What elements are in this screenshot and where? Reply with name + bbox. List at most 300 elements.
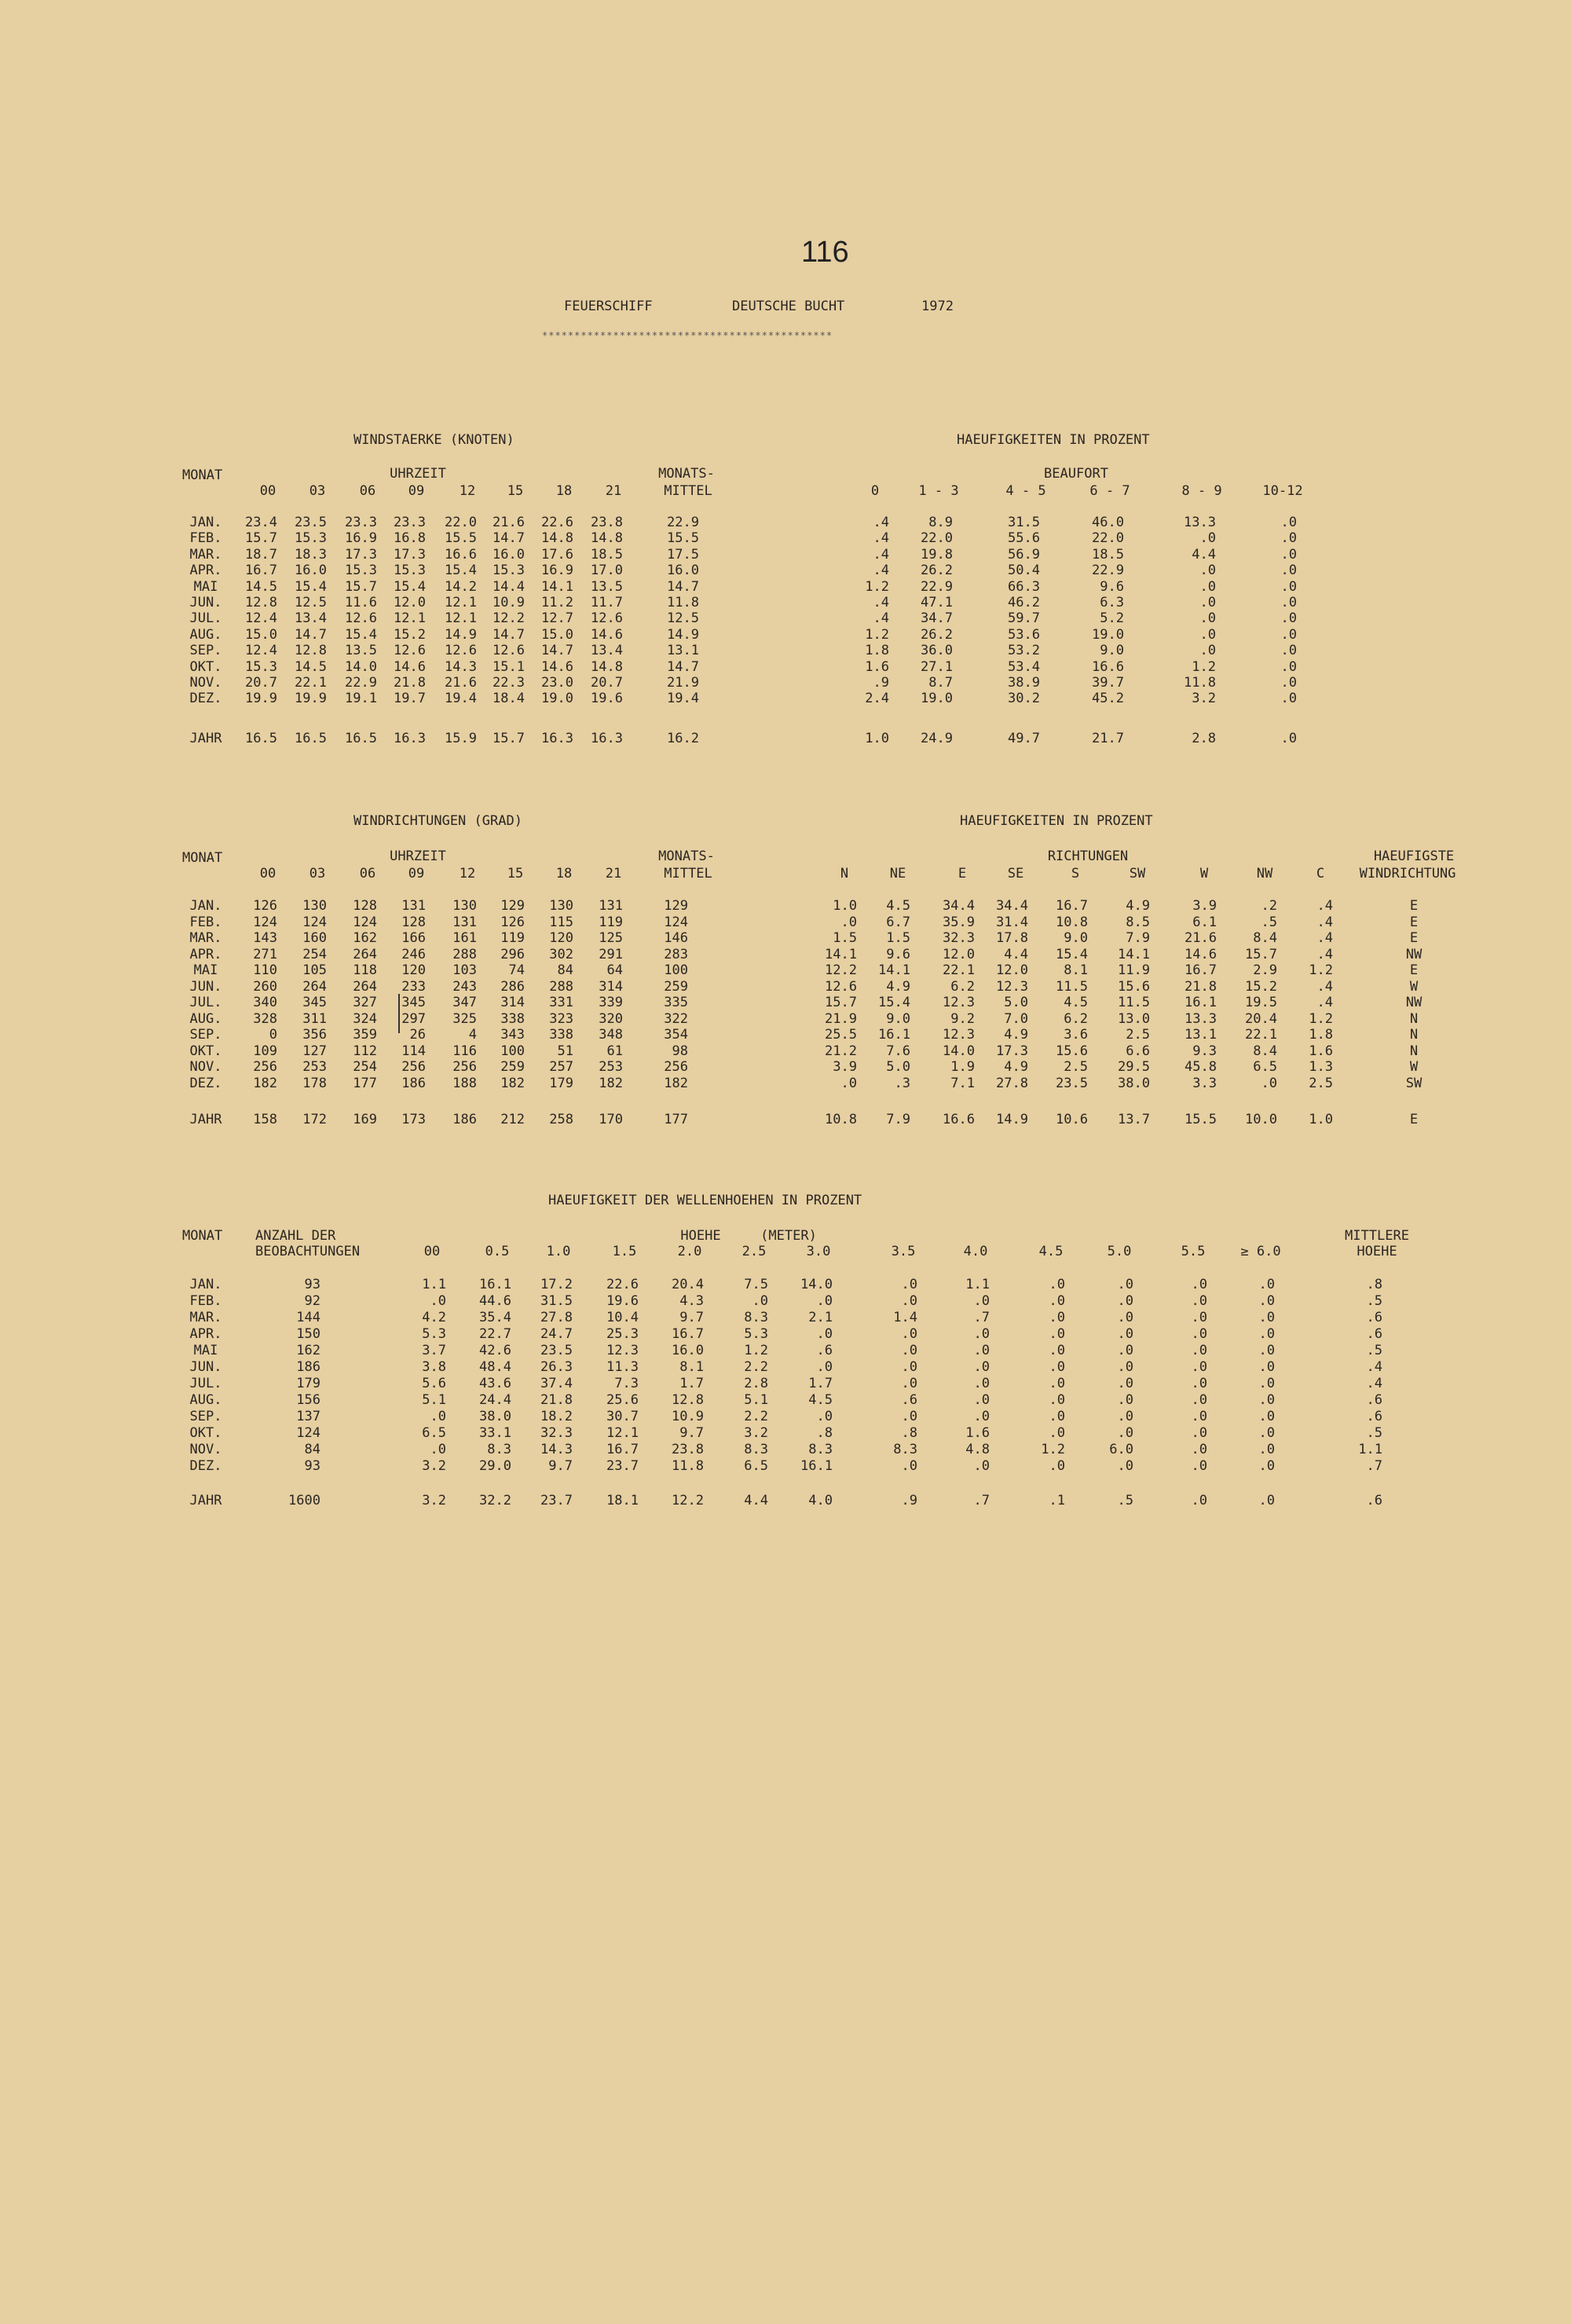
freq-cell: 56.9 [1008, 546, 1040, 563]
freq-cell: .0 [1049, 1409, 1065, 1424]
freq-cell: 5.1 [744, 1392, 768, 1408]
freq-cell: 4.8 [965, 1442, 990, 1457]
freq-cell: 7.1 [950, 1075, 975, 1091]
table-cell: 15.1 [493, 658, 525, 675]
table-cell: 14.7 [493, 626, 525, 643]
table-cell: 291 [599, 946, 623, 962]
table-cell: 14.9 [445, 626, 477, 643]
table-cell: 14.7 [541, 643, 573, 659]
freq-cell: .2 [1261, 898, 1277, 914]
freq-cell: 15.2 [1245, 978, 1277, 995]
month-label: JAN. [189, 898, 222, 914]
freq-cell: .0 [1191, 1376, 1207, 1391]
count-cell: 186 [296, 1359, 320, 1375]
freq-cell: 21.8 [540, 1392, 573, 1408]
mean-cell: 17.5 [667, 546, 699, 563]
table-cell: 314 [599, 978, 623, 995]
freq-cell: .0 [1117, 1359, 1133, 1375]
mean-cell: 12.5 [667, 610, 699, 627]
table-cell: 64 [606, 962, 623, 978]
freq-cell: 10.8 [1056, 914, 1088, 930]
freq-cell: .0 [1258, 1458, 1275, 1474]
freq-cell: .0 [901, 1343, 917, 1358]
hour-header: 18 [555, 483, 573, 499]
column-header: MONAT [182, 850, 223, 866]
freq-cell: 38.0 [479, 1409, 511, 1424]
column-header: BEAUFORT [1044, 466, 1108, 482]
mean-cell: .7 [1366, 1458, 1382, 1474]
freq-cell: 11.5 [1056, 978, 1088, 995]
prevailing-direction: N [1409, 1027, 1419, 1043]
freq-cell: 23.7 [606, 1458, 639, 1474]
freq-cell: 45.2 [1092, 691, 1124, 707]
freq-cell: .0 [1258, 1409, 1275, 1424]
freq-cell: .0 [816, 1359, 833, 1375]
month-label: FEB. [189, 914, 222, 930]
freq-cell: 9.0 [886, 1010, 910, 1027]
table-cell: 15.4 [345, 626, 377, 643]
wind-speed-title: WINDSTAERKE (KNOTEN) [353, 432, 515, 448]
freq-cell: .4 [873, 530, 889, 547]
freq-cell: 2.2 [744, 1409, 768, 1424]
freq-cell: 4.2 [422, 1310, 446, 1325]
table-cell: 84 [557, 962, 573, 978]
table-cell: 327 [353, 995, 377, 1010]
freq-cell: .0 [1280, 626, 1297, 643]
freq-cell: 16.7 [1056, 898, 1088, 914]
freq-cell: .4 [873, 595, 889, 610]
month-label: MAR. [189, 930, 222, 946]
freq-cell: 2.1 [808, 1310, 833, 1325]
table-cell: 339 [599, 995, 623, 1010]
table-cell: 21.6 [493, 515, 525, 530]
freq-cell: 1.6 [965, 1425, 990, 1441]
table-cell: 13.5 [591, 578, 623, 595]
freq-cell: .0 [973, 1409, 990, 1424]
month-label: JAN. [189, 515, 222, 530]
freq-cell: .0 [816, 1293, 833, 1309]
table-cell: 15.4 [445, 563, 477, 579]
freq-cell: .8 [901, 1425, 917, 1441]
freq-cell: .6 [901, 1392, 917, 1408]
hour-header: 03 [309, 866, 326, 882]
freq-cell: 24.7 [540, 1326, 573, 1342]
month-label: MAI [193, 578, 218, 595]
mean-cell: .4 [1366, 1376, 1382, 1391]
mean-cell: 354 [664, 1027, 688, 1043]
table-cell: 12.1 [445, 595, 477, 610]
mean-cell: 16.2 [667, 731, 699, 746]
mean-cell: 15.5 [667, 530, 699, 547]
table-cell: 17.3 [345, 546, 377, 563]
table-cell: 22.6 [541, 515, 573, 530]
table-cell: 12.4 [245, 610, 277, 627]
freq-cell: .0 [1049, 1293, 1065, 1309]
month-label: NOV. [189, 1059, 222, 1075]
direction-header: C [1316, 866, 1325, 882]
month-label: FEB. [189, 530, 222, 547]
direction-header: S [1071, 866, 1080, 882]
freq-cell: 9.0 [1064, 930, 1088, 946]
count-cell: 93 [304, 1458, 320, 1474]
column-header: HOEHE [680, 1228, 721, 1244]
freq-cell: .0 [1191, 1310, 1207, 1325]
prevailing-direction: E [1409, 898, 1419, 914]
freq-cell: 18.1 [606, 1493, 639, 1508]
hour-header: 18 [555, 866, 573, 882]
freq-cell: .0 [1258, 1359, 1275, 1375]
freq-cell: .0 [973, 1359, 990, 1375]
table-cell: 130 [452, 898, 477, 914]
freq-cell: .0 [1280, 691, 1297, 707]
hour-header: 12 [459, 866, 476, 882]
freq-cell: 45.8 [1185, 1059, 1217, 1075]
table-cell: 118 [353, 962, 377, 978]
direction-header: SE [1007, 866, 1024, 882]
freq-cell: .0 [1280, 731, 1297, 746]
freq-cell: .0 [1258, 1326, 1275, 1342]
freq-cell: 7.3 [614, 1376, 639, 1391]
freq-cell: 4.9 [886, 978, 910, 995]
month-label: JUL. [189, 610, 222, 627]
freq-cell: 1.2 [1192, 658, 1216, 675]
freq-cell: 14.1 [825, 946, 857, 962]
freq-cell: 14.0 [943, 1043, 975, 1059]
freq-cell: 2.5 [1126, 1027, 1150, 1043]
table-cell: 161 [452, 930, 477, 946]
hour-header: 12 [459, 483, 476, 499]
freq-cell: 59.7 [1008, 610, 1040, 627]
freq-cell: .0 [1258, 1376, 1275, 1391]
freq-cell: 17.2 [540, 1277, 573, 1292]
table-cell: 14.7 [295, 626, 327, 643]
freq-cell: 1.3 [1309, 1059, 1333, 1075]
table-cell: 26 [409, 1027, 426, 1043]
mean-cell: 1.1 [1358, 1442, 1382, 1457]
table-cell: 16.0 [493, 546, 525, 563]
column-header: MONATS- [658, 466, 715, 482]
freq-cell: 32.3 [943, 930, 975, 946]
freq-cell: 32.3 [540, 1425, 573, 1441]
table-cell: 15.2 [394, 626, 426, 643]
table-cell: 14.7 [493, 530, 525, 547]
freq-cell: .0 [1199, 563, 1216, 579]
table-cell: 143 [253, 930, 277, 946]
freq-cell: .0 [816, 1409, 833, 1424]
table-cell: 17.0 [591, 563, 623, 579]
freq-cell: .0 [1280, 643, 1297, 659]
mean-cell: .5 [1366, 1425, 1382, 1441]
table-cell: 212 [500, 1112, 525, 1127]
table-cell: 186 [401, 1075, 426, 1091]
table-cell: 20.7 [591, 675, 623, 691]
freq-cell: 11.8 [1184, 675, 1216, 691]
count-cell: 84 [304, 1442, 320, 1457]
table-cell: 12.5 [295, 595, 327, 610]
table-cell: 124 [302, 914, 327, 930]
freq-cell: 20.4 [1245, 1010, 1277, 1027]
freq-cell: 26.2 [921, 563, 953, 579]
freq-cell: .0 [1117, 1326, 1133, 1342]
freq-cell: 3.2 [1192, 691, 1216, 707]
month-label: AUG. [189, 1010, 222, 1027]
freq-cell: .0 [1049, 1425, 1065, 1441]
table-cell: 15.5 [445, 530, 477, 547]
freq-cell: .0 [901, 1326, 917, 1342]
freq-cell: 15.6 [1118, 978, 1150, 995]
freq-cell: 12.3 [606, 1343, 639, 1358]
freq-cell: 21.2 [825, 1043, 857, 1059]
table-cell: 314 [500, 995, 525, 1010]
mean-cell: .5 [1366, 1343, 1382, 1358]
freq-cell: .0 [816, 1326, 833, 1342]
freq-cell: 9.6 [886, 946, 910, 962]
table-cell: 116 [452, 1043, 477, 1059]
table-cell: 11.6 [345, 595, 377, 610]
freq-cell: 4.4 [1004, 946, 1028, 962]
freq-cell: .4 [1316, 946, 1333, 962]
freq-cell: 22.9 [921, 578, 953, 595]
prevailing-direction: SW [1405, 1075, 1423, 1091]
table-cell: 15.0 [245, 626, 277, 643]
height-class-header: 4.0 [963, 1244, 988, 1259]
freq-cell: 15.4 [878, 995, 910, 1010]
header-station: FEUERSCHIFF [564, 299, 653, 314]
freq-cell: 2.8 [744, 1376, 768, 1391]
table-cell: 13.4 [591, 643, 623, 659]
freq-cell: 9.0 [1100, 643, 1124, 659]
table-cell: 125 [599, 930, 623, 946]
table-cell: 340 [253, 995, 277, 1010]
freq-cell: .0 [1049, 1458, 1065, 1474]
freq-cell: 31.5 [540, 1293, 573, 1309]
freq-cell: 49.7 [1008, 731, 1040, 746]
table-cell: 22.1 [295, 675, 327, 691]
table-cell: 348 [599, 1027, 623, 1043]
table-cell: 328 [253, 1010, 277, 1027]
freq-cell: 2.5 [1064, 1059, 1088, 1075]
freq-cell: 11.5 [1118, 995, 1150, 1010]
freq-cell: .1 [1049, 1493, 1065, 1508]
freq-cell: 16.7 [672, 1326, 704, 1342]
freq-cell: 14.6 [1185, 946, 1217, 962]
freq-cell: 1.2 [865, 626, 889, 643]
table-cell: 131 [599, 898, 623, 914]
table-cell: 169 [353, 1112, 377, 1127]
mean-cell: 146 [664, 930, 688, 946]
table-cell: 14.5 [295, 658, 327, 675]
freq-cell: .0 [1191, 1493, 1207, 1508]
column-header: MONATS- [658, 849, 715, 864]
table-cell: 253 [302, 1059, 327, 1075]
column-header: HAEUFIGSTE [1373, 849, 1455, 864]
freq-cell: .0 [1280, 595, 1297, 610]
freq-cell: .0 [430, 1293, 446, 1309]
freq-cell: 1.1 [965, 1277, 990, 1292]
month-label: APR. [189, 1326, 222, 1342]
handwritten-mark [398, 994, 400, 1033]
table-cell: 14.8 [591, 530, 623, 547]
table-cell: 256 [452, 1059, 477, 1075]
table-cell: 12.6 [394, 643, 426, 659]
freq-cell: 19.6 [606, 1293, 639, 1309]
freq-cell: .9 [901, 1493, 917, 1508]
freq-cell: 4.4 [1192, 546, 1216, 563]
month-label: JUN. [189, 1359, 222, 1375]
table-cell: 323 [549, 1010, 573, 1027]
freq-cell: 1.6 [865, 658, 889, 675]
freq-cell: 22.0 [1092, 530, 1124, 547]
freq-cell: 26.2 [921, 626, 953, 643]
freq-cell: 34.4 [996, 898, 1028, 914]
beaufort-header: 6 - 7 [1089, 483, 1130, 499]
mean-cell: 129 [664, 898, 688, 914]
wind-speed-freq-title: HAEUFIGKEITEN IN PROZENT [957, 432, 1150, 448]
freq-cell: .0 [1199, 530, 1216, 547]
freq-cell: 13.3 [1184, 515, 1216, 530]
month-label: MAR. [189, 546, 222, 563]
prevailing-direction: E [1409, 1112, 1419, 1127]
freq-cell: .0 [1049, 1392, 1065, 1408]
freq-cell: 3.2 [422, 1458, 446, 1474]
freq-cell: 30.2 [1008, 691, 1040, 707]
table-cell: 115 [549, 914, 573, 930]
freq-cell: .0 [1191, 1343, 1207, 1358]
mean-cell: 14.9 [667, 626, 699, 643]
freq-cell: 46.2 [1008, 595, 1040, 610]
freq-cell: .0 [430, 1409, 446, 1424]
table-cell: 15.0 [541, 626, 573, 643]
table-cell: 158 [253, 1112, 277, 1127]
table-cell: 11.2 [541, 595, 573, 610]
freq-cell: .0 [973, 1343, 990, 1358]
table-cell: 186 [452, 1112, 477, 1127]
table-cell: 172 [302, 1112, 327, 1127]
table-cell: 12.8 [245, 595, 277, 610]
table-cell: 129 [500, 898, 525, 914]
column-header: MITTEL [664, 866, 712, 882]
prevailing-direction: W [1409, 1059, 1419, 1075]
table-cell: 246 [401, 946, 426, 962]
table-cell: 12.1 [394, 610, 426, 627]
wind-dir-freq-title: HAEUFIGKEITEN IN PROZENT [960, 813, 1153, 829]
month-label: SEP. [189, 1409, 222, 1424]
month-label: MAR. [189, 1310, 222, 1325]
freq-cell: 12.2 [672, 1493, 704, 1508]
table-cell: 20.7 [245, 675, 277, 691]
prevailing-direction: E [1409, 962, 1419, 978]
freq-cell: 6.3 [1100, 595, 1124, 610]
column-header: MONAT [182, 1228, 223, 1244]
freq-cell: 5.0 [886, 1059, 910, 1075]
freq-cell: 53.4 [1008, 658, 1040, 675]
month-label: JUN. [189, 978, 222, 995]
table-cell: 296 [500, 946, 525, 962]
freq-cell: 8.1 [679, 1359, 704, 1375]
table-cell: 16.5 [345, 731, 377, 746]
table-cell: 14.0 [345, 658, 377, 675]
table-cell: 126 [500, 914, 525, 930]
mean-cell: 256 [664, 1059, 688, 1075]
freq-cell: 39.7 [1092, 675, 1124, 691]
table-cell: 264 [353, 946, 377, 962]
freq-cell: 12.2 [825, 962, 857, 978]
table-cell: 356 [302, 1027, 327, 1043]
table-cell: 338 [549, 1027, 573, 1043]
freq-cell: 27.1 [921, 658, 953, 675]
freq-cell: .4 [873, 610, 889, 627]
height-class-header: 1.5 [612, 1244, 637, 1259]
freq-cell: .0 [1258, 1442, 1275, 1457]
freq-cell: 21.6 [1185, 930, 1217, 946]
table-cell: 112 [353, 1043, 377, 1059]
table-cell: 22.9 [345, 675, 377, 691]
freq-cell: .0 [973, 1293, 990, 1309]
table-cell: 160 [302, 930, 327, 946]
height-class-header: 5.5 [1181, 1244, 1206, 1259]
table-cell: 124 [253, 914, 277, 930]
freq-cell: 35.9 [943, 914, 975, 930]
freq-cell: 12.0 [943, 946, 975, 962]
table-cell: 347 [452, 995, 477, 1010]
freq-cell: .4 [873, 563, 889, 579]
freq-cell: 8.4 [1253, 1043, 1277, 1059]
count-cell: 93 [304, 1277, 320, 1292]
month-label: SEP. [189, 643, 222, 659]
freq-cell: 11.9 [1118, 962, 1150, 978]
freq-cell: 4.4 [744, 1493, 768, 1508]
freq-cell: 9.6 [1100, 578, 1124, 595]
freq-cell: .0 [1258, 1277, 1275, 1292]
table-cell: 253 [599, 1059, 623, 1075]
table-cell: 182 [253, 1075, 277, 1091]
table-cell: 14.1 [541, 578, 573, 595]
freq-cell: 10.0 [1245, 1112, 1277, 1127]
mean-cell: 11.8 [667, 595, 699, 610]
table-cell: 19.6 [591, 691, 623, 707]
freq-cell: 8.3 [893, 1442, 917, 1457]
count-cell: 1600 [288, 1493, 320, 1508]
freq-cell: 14.1 [1118, 946, 1150, 962]
month-label: JUL. [189, 995, 222, 1010]
freq-cell: .0 [1280, 546, 1297, 563]
table-cell: 288 [549, 978, 573, 995]
table-cell: 23.3 [394, 515, 426, 530]
hour-header: 06 [359, 483, 376, 499]
table-cell: 12.6 [445, 643, 477, 659]
direction-header: E [958, 866, 967, 882]
column-header: UHRZEIT [390, 466, 446, 482]
freq-cell: 3.6 [1064, 1027, 1088, 1043]
freq-cell: 22.6 [606, 1277, 639, 1292]
table-cell: 22.3 [493, 675, 525, 691]
table-cell: 256 [253, 1059, 277, 1075]
table-cell: 23.3 [345, 515, 377, 530]
freq-cell: 8.5 [1126, 914, 1150, 930]
month-label: JAN. [189, 1277, 222, 1292]
freq-cell: 8.7 [928, 675, 953, 691]
freq-cell: .0 [1199, 610, 1216, 627]
table-cell: 110 [253, 962, 277, 978]
freq-cell: 7.0 [1004, 1010, 1028, 1027]
freq-cell: 7.5 [744, 1277, 768, 1292]
freq-cell: .0 [901, 1409, 917, 1424]
hour-header: 00 [259, 483, 276, 499]
freq-cell: 14.0 [800, 1277, 833, 1292]
freq-cell: .0 [1258, 1343, 1275, 1358]
table-cell: 23.5 [295, 515, 327, 530]
table-cell: 182 [599, 1075, 623, 1091]
